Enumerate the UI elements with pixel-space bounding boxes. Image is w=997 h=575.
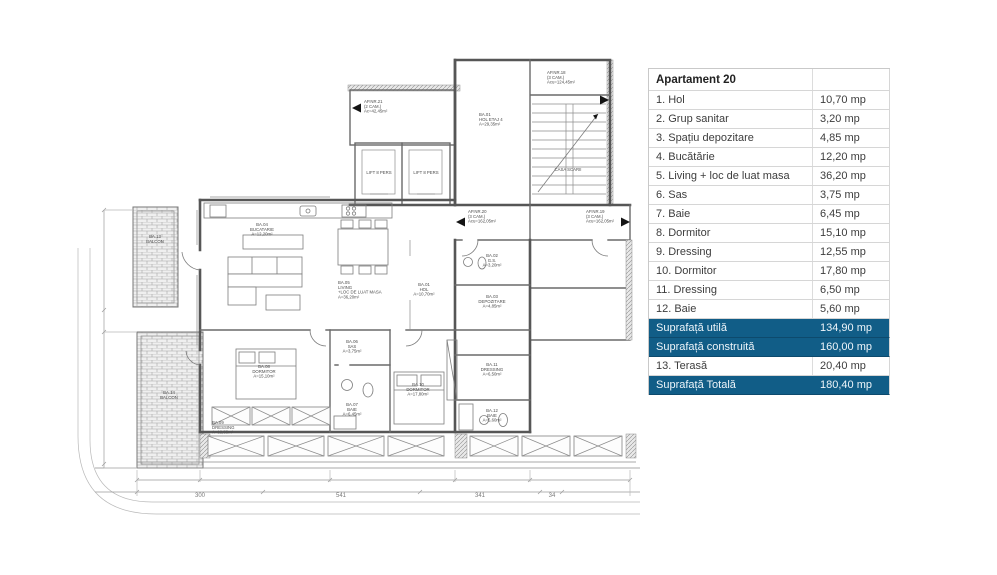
room-label: Suprafață utilă (656, 322, 727, 334)
svg-text:BA.04BUCATARIEA=12,20m²: BA.04 BUCATARIE A=12,20m² (250, 222, 274, 237)
balcony-terraces (133, 207, 203, 468)
svg-text:BA.01HOL ETAJ 4A=29,35m²: BA.01 HOL ETAJ 4 A=29,35m² (479, 112, 503, 127)
room-label: 6. Sas (649, 186, 813, 204)
room-area: 3,20 mp (820, 113, 860, 125)
room-area: 160,00 mp (820, 341, 872, 353)
room-area: 6,45 mp (820, 208, 860, 220)
room-label: 13. Terasă (649, 357, 813, 375)
room-label: 11. Dressing (649, 281, 813, 299)
room-label: 9. Dressing (649, 243, 813, 261)
bed-2 (394, 372, 444, 424)
room-label: 10. Dormitor (649, 262, 813, 280)
room-label: Suprafață Totală (656, 379, 736, 391)
plan-dimnums (195, 493, 556, 499)
room-label: 12. Baie (649, 300, 813, 318)
room-label: Suprafață construită (656, 341, 755, 353)
svg-text:AP.NR.18(3 CAM.)Acu=124,45m²: AP.NR.18 (3 CAM.) Acu=124,45m² (547, 70, 576, 85)
table-row (649, 110, 890, 129)
table-row (649, 376, 890, 395)
room-label: 4. Bucătărie (649, 148, 813, 166)
table-row (649, 205, 890, 224)
table-row (649, 186, 890, 205)
svg-text:BA.02G.S.A=3,20m²: BA.02 G.S. A=3,20m² (482, 253, 502, 268)
area-table-body (649, 91, 890, 395)
room-area: 17,80 mp (820, 265, 866, 277)
svg-text:34: 34 (548, 493, 556, 499)
room-label: 1. Hol (649, 91, 813, 109)
svg-text:BA.01HOLA=10,70m²: BA.01 HOL A=10,70m² (413, 282, 435, 297)
room-area: 12,55 mp (820, 246, 866, 258)
table-row (649, 338, 890, 357)
svg-text:BA.07BAIEA=6,45m²: BA.07 BAIE A=6,45m² (342, 402, 362, 417)
room-label: 5. Living + loc de luat masa (649, 167, 813, 185)
entry-arrows (352, 96, 630, 227)
room-area: 12,20 mp (820, 151, 866, 163)
room-label: 3. Spațiu depozitare (649, 129, 813, 147)
svg-text:BA.06SASA=3,75m²: BA.06 SAS A=3,75m² (342, 339, 362, 354)
room-area: 20,40 mp (820, 360, 866, 372)
svg-text:BA.12BAIEA=5,60m²: BA.12 BAIE A=5,60m² (482, 408, 502, 423)
svg-text:BA.10DORMITORA=17,80m²: BA.10 DORMITOR A=17,80m² (406, 382, 430, 397)
table-row (649, 357, 890, 376)
area-table-header (649, 69, 890, 91)
kitchen-counter (204, 203, 392, 218)
table-row (649, 262, 890, 281)
room-area: 3,75 mp (820, 189, 860, 201)
svg-text:300: 300 (194, 493, 206, 499)
table-title-value-cell (813, 69, 889, 90)
svg-text:LIFT 8 PERS: LIFT 8 PERS (366, 170, 392, 175)
dining-table (338, 220, 388, 274)
svg-text:BA.13BALCON: BA.13 BALCON (146, 234, 164, 244)
svg-text:CASA SCARII: CASA SCARII (554, 167, 582, 172)
room-label: 7. Baie (649, 205, 813, 223)
table-row (649, 300, 890, 319)
staircase (532, 104, 606, 194)
table-row (649, 243, 890, 262)
svg-text:AP.NR.21(2 CAM.)Ac=42,45m²: AP.NR.21 (2 CAM.) Ac=42,45m² (364, 99, 388, 114)
svg-text:541: 541 (335, 493, 347, 499)
room-area: 36,20 mp (820, 170, 866, 182)
furniture (204, 203, 508, 430)
room-area: 6,50 mp (820, 284, 860, 296)
table-title: Apartament 20 (649, 69, 813, 90)
room-area: 134,90 mp (820, 322, 872, 334)
area-table (648, 68, 890, 395)
coffee-table (266, 295, 300, 310)
table-row (649, 167, 890, 186)
room-label: 8. Dormitor (649, 224, 813, 242)
table-row (649, 148, 890, 167)
table-row (649, 224, 890, 243)
svg-text:AP.NR.20(3 CAM.)Acu=162,05m²: AP.NR.20 (3 CAM.) Acu=162,05m² (468, 209, 497, 224)
room-area: 5,60 mp (820, 303, 860, 315)
room-area: 180,40 mp (820, 379, 872, 391)
svg-text:LIFT 8 PERS: LIFT 8 PERS (413, 170, 439, 175)
room-area: 4,85 mp (820, 132, 860, 144)
table-row (649, 129, 890, 148)
svg-text:BA.05LIVING+LOC DE LUAT MASAA=: BA.05 LIVING +LOC DE LUAT MASA A=36,20m² (338, 280, 382, 300)
svg-text:AP.NR.19(3 CAM.)Acu=162,05m²: AP.NR.19 (3 CAM.) Acu=162,05m² (586, 209, 615, 224)
room-label: 2. Grup sanitar (649, 110, 813, 128)
sofa (228, 257, 302, 310)
svg-text:BA.08DORMITORA=15,10m²: BA.08 DORMITOR A=15,10m² (252, 364, 276, 379)
room-area: 10,70 mp (820, 94, 866, 106)
wardrobe-row (212, 407, 330, 425)
svg-text:341: 341 (474, 493, 486, 499)
svg-text:BA.11DRESSINGA=6,50m²: BA.11 DRESSING A=6,50m² (480, 362, 504, 377)
table-row (649, 281, 890, 300)
svg-text:BA.03DEPOZITAREA=4,85m²: BA.03 DEPOZITARE A=4,85m² (478, 294, 506, 309)
table-row (649, 91, 890, 110)
svg-text:BA.14BALCON: BA.14 BALCON (160, 390, 178, 400)
svg-text:BA.09DRESSINGA=12,55m²: BA.09 DRESSING A=12,55m² (212, 420, 235, 435)
room-area: 15,10 mp (820, 227, 866, 239)
table-row (649, 319, 890, 338)
kitchen-island (243, 235, 303, 249)
